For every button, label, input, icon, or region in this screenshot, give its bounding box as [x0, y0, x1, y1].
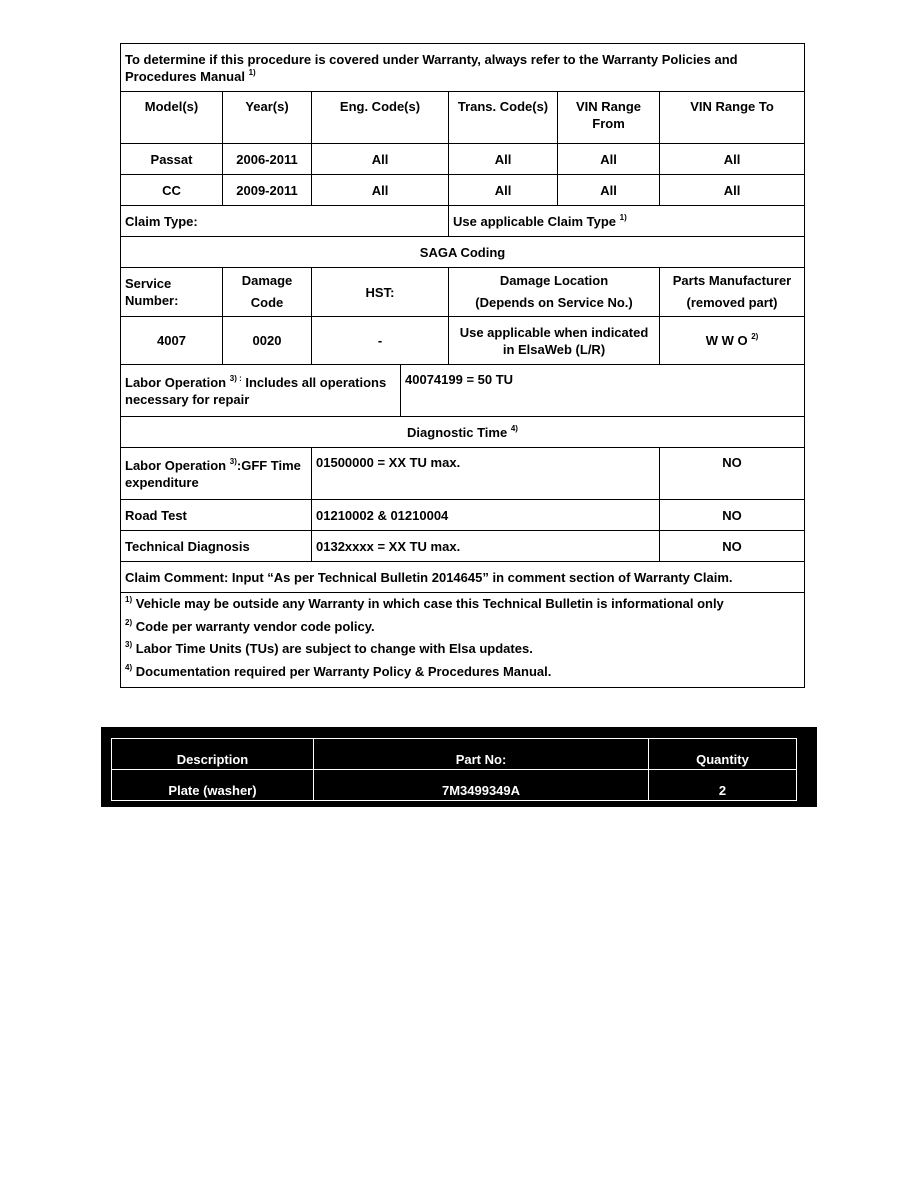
diagnostic-flag: NO — [660, 448, 805, 500]
diagnostic-value: 01210002 & 01210004 — [312, 500, 660, 531]
diagnostic-label: Technical Diagnosis — [121, 531, 312, 562]
cell-eng-codes: All — [312, 144, 449, 175]
warranty-note: To determine if this procedure is covered under Warranty, always refer to the Warranty Policies and Procedures Manual $^{1)}$ — [121, 44, 805, 92]
cell-damage-location: Use applicable when indicated in ElsaWeb (L/R) — [449, 317, 660, 365]
cell-quantity: 2 — [649, 770, 797, 801]
header-damage-code: Damage Code — [223, 268, 312, 317]
cell-vin-from: All — [558, 144, 660, 175]
footnote: $^{3)}$ Labor Time Units (TUs) are subject to change with Elsa updates. — [125, 640, 533, 656]
header-eng-codes: Eng. Code(s) — [312, 92, 449, 144]
vehicle-header-row — [121, 92, 805, 144]
claim-comment: Claim Comment: Input “As per Technical Bulletin 2014645” in comment section of Warranty Claim. — [121, 562, 805, 593]
header-hst: HST: — [312, 268, 449, 317]
header-service-number: Service Number: — [121, 268, 223, 317]
cell-trans-codes: All — [449, 144, 558, 175]
cell-part-no: 7M3499349A — [314, 770, 649, 801]
cell-eng-codes: All — [312, 175, 449, 206]
diagnostic-flag: NO — [660, 500, 805, 531]
saga-header-row — [121, 268, 805, 317]
header-quantity: Quantity — [649, 739, 797, 770]
footnotes — [121, 593, 805, 688]
diagnostic-value: 01500000 = XX TU max. — [312, 448, 660, 500]
vehicle-row — [121, 175, 805, 206]
cell-description: Plate (washer) — [112, 770, 314, 801]
claim-type-label: Claim Type: — [121, 206, 449, 237]
diagnostic-flag: NO — [660, 531, 805, 562]
header-parts-manufacturer: Parts Manufacturer (removed part) — [660, 268, 805, 317]
diagnostic-row — [121, 500, 805, 531]
claim-type-row — [121, 206, 805, 237]
cell-vin-to: All — [660, 144, 805, 175]
cell-model: Passat — [121, 144, 223, 175]
parts-header-row — [112, 739, 797, 770]
cell-service-number: 4007 — [121, 317, 223, 365]
labor-operation-row — [121, 365, 805, 417]
diagnostic-label: Labor Operation $^{3)}$:GFF Time expenditure — [121, 448, 312, 500]
saga-row — [121, 317, 805, 365]
header-years: Year(s) — [223, 92, 312, 144]
footnote: $^{4)}$ Documentation required per Warranty Policy & Procedures Manual. — [125, 662, 552, 679]
diagnostic-label: Road Test — [121, 500, 312, 531]
warranty-table — [120, 43, 805, 688]
header-models: Model(s) — [121, 92, 223, 144]
header-part-no: Part No: — [314, 739, 649, 770]
parts-panel — [101, 727, 817, 807]
cell-hst: - — [312, 317, 449, 365]
labor-operation-label: Labor Operation $^{3) :}$ Includes all operations necessary for repair — [121, 365, 401, 417]
header-trans-codes: Trans. Code(s) — [449, 92, 558, 144]
cell-vin-from: All — [558, 175, 660, 206]
header-vin-to: VIN Range To — [660, 92, 805, 144]
cell-model: CC — [121, 175, 223, 206]
cell-damage-code: 0020 — [223, 317, 312, 365]
header-damage-location: Damage Location (Depends on Service No.) — [449, 268, 660, 317]
footnote: $^{2)}$ Code per warranty vendor code policy. — [125, 617, 375, 634]
diagnostic-row — [121, 448, 805, 500]
cell-trans-codes: All — [449, 175, 558, 206]
cell-parts-manufacturer: W W O $^{2)}$ — [660, 317, 805, 365]
vehicle-row — [121, 144, 805, 175]
cell-years: 2009-2011 — [223, 175, 312, 206]
saga-coding-title: SAGA Coding — [121, 237, 805, 268]
cell-years: 2006-2011 — [223, 144, 312, 175]
parts-row — [112, 770, 797, 801]
claim-type-value: Use applicable Claim Type $^{1)}$ — [449, 206, 805, 237]
header-vin-from: VIN Range From — [558, 92, 660, 144]
footnote: $^{1)}$ Vehicle may be outside any Warranty in which case this Technical Bulletin is informational only — [125, 595, 724, 611]
diagnostic-time-title: Diagnostic Time $^{4)}$ — [121, 417, 805, 448]
header-description: Description — [112, 739, 314, 770]
parts-table — [111, 738, 797, 801]
labor-operation-value: 40074199 = 50 TU — [401, 365, 805, 417]
diagnostic-row — [121, 531, 805, 562]
cell-vin-to: All — [660, 175, 805, 206]
diagnostic-value: 0132xxxx = XX TU max. — [312, 531, 660, 562]
